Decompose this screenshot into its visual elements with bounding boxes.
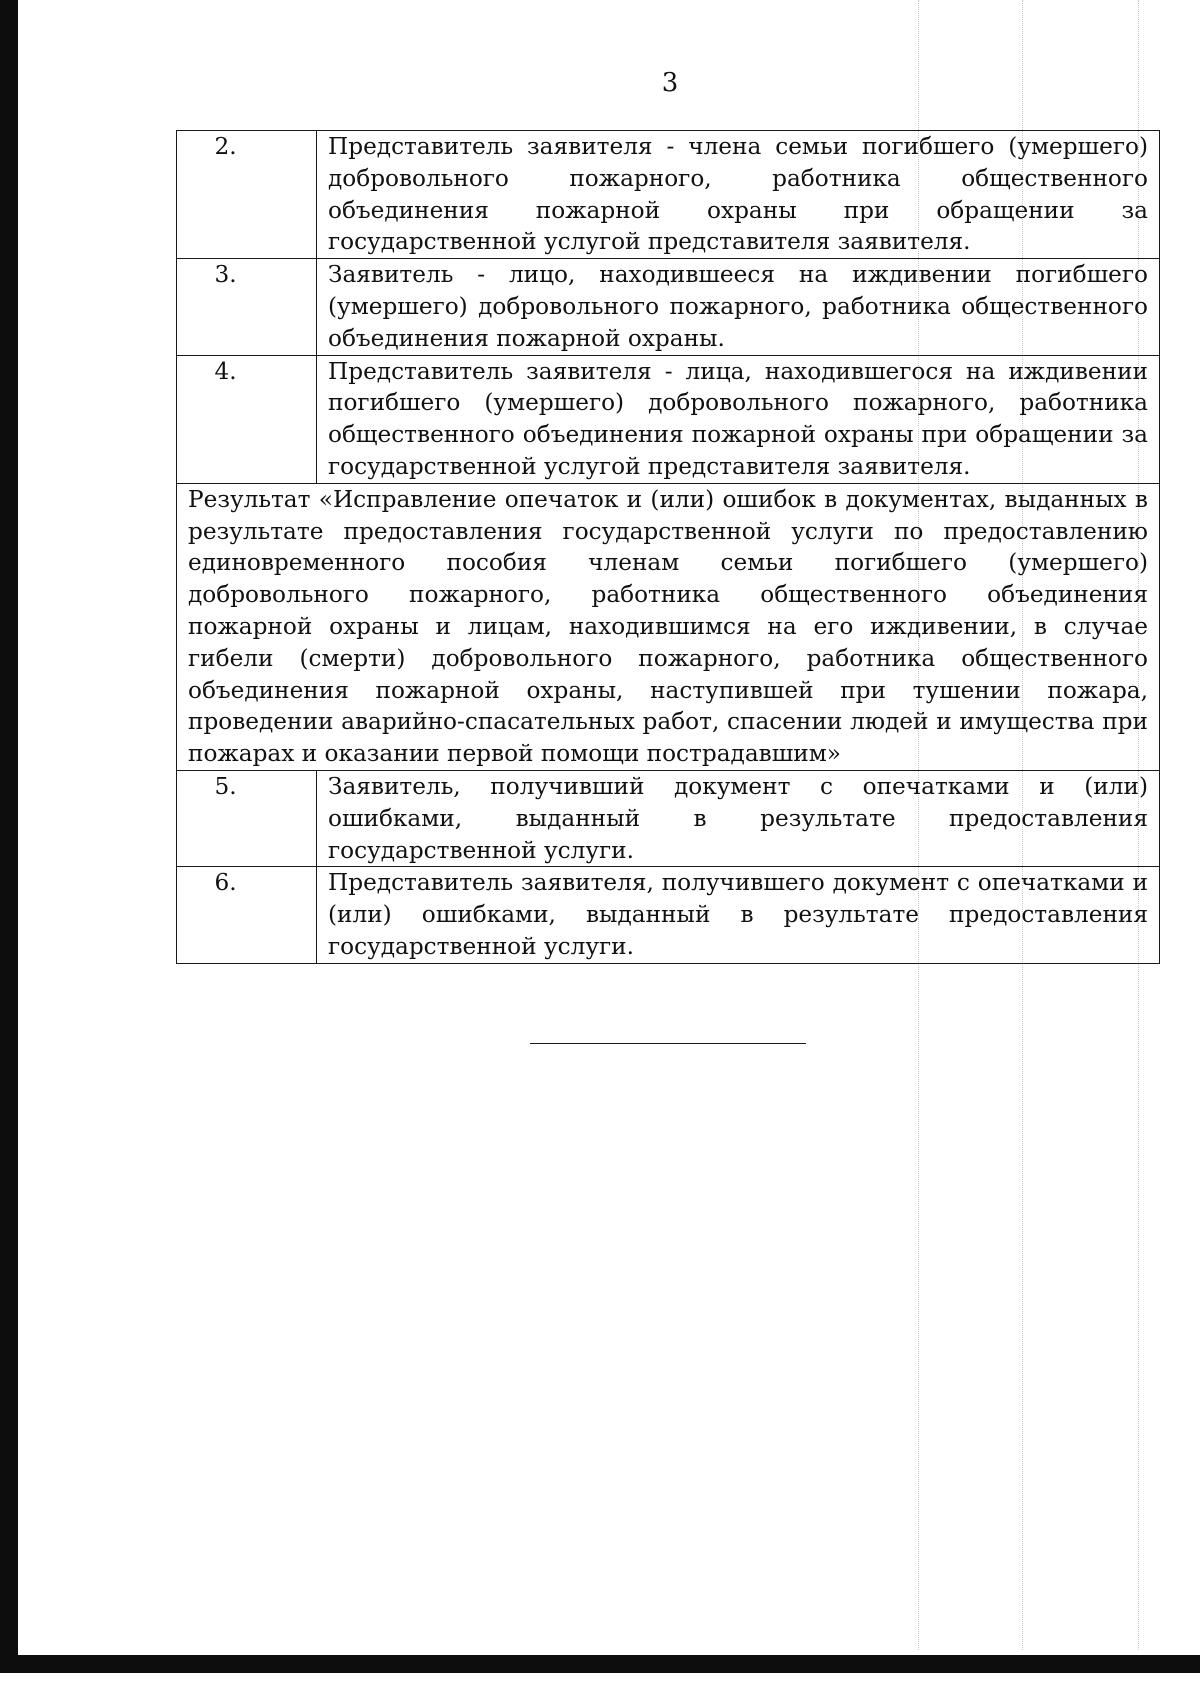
row-text: Заявитель, получивший документ с опечатками и (или) ошибками, выданный в результате предоставления государственной услуги. xyxy=(317,770,1160,866)
row-number-cell xyxy=(177,259,317,355)
row-number-cell xyxy=(177,867,317,963)
table-row xyxy=(177,131,1160,259)
page-number: 3 xyxy=(661,68,679,98)
row-number: 3. xyxy=(214,261,237,289)
applicant-table xyxy=(176,130,1160,964)
table-row xyxy=(177,259,1160,355)
row-number-cell xyxy=(177,131,317,259)
table-row xyxy=(177,867,1160,963)
row-number-cell xyxy=(177,355,317,483)
row-text: Представитель заявителя, получившего документ с опечатками и (или) ошибками, выданный в результате предоставления государственной услуги. xyxy=(317,867,1160,963)
scan-border-bottom xyxy=(0,1655,1200,1673)
row-number-cell xyxy=(177,770,317,866)
row-number: 4. xyxy=(214,357,237,385)
table-row xyxy=(177,770,1160,866)
section-heading: Результат «Исправление опечаток и (или) ошибок в документах, выданных в результате предоставления государственной услуги по предоставлению единовременного пособия членам семьи погибшего (умершего) добровольного пожарного, работника общественного объединения пожарной охраны и лицам, находившимся на его иждивении, в случае гибели (смерти) добровольного пожарного, работника общественного объединения пожарной охраны, наступившей при тушении пожара, проведении аварийно-спасательных работ, спасении людей и имущества при пожарах и оказании первой помощи пострадавшим» xyxy=(177,483,1160,770)
row-number: 5. xyxy=(214,772,237,800)
end-of-document-rule xyxy=(530,1043,806,1044)
scan-border-left xyxy=(0,0,18,1672)
table-row xyxy=(177,355,1160,483)
section-heading-row xyxy=(177,483,1160,770)
row-text: Представитель заявителя - лица, находившегося на иждивении погибшего (умершего) добровольного пожарного, работника общественного объединения пожарной охраны при обращении за государственной услугой представителя заявителя. xyxy=(317,355,1160,483)
row-text: Заявитель - лицо, находившееся на иждивении погибшего (умершего) добровольного пожарного, работника общественного объединения пожарной охраны. xyxy=(317,259,1160,355)
row-number: 2. xyxy=(214,133,237,160)
row-text: Представитель заявителя - члена семьи погибшего (умершего) добровольного пожарного, работника общественного объединения пожарной охраны при обращении за государственной услугой представителя заявителя. xyxy=(317,131,1160,259)
row-number: 6. xyxy=(214,869,237,897)
